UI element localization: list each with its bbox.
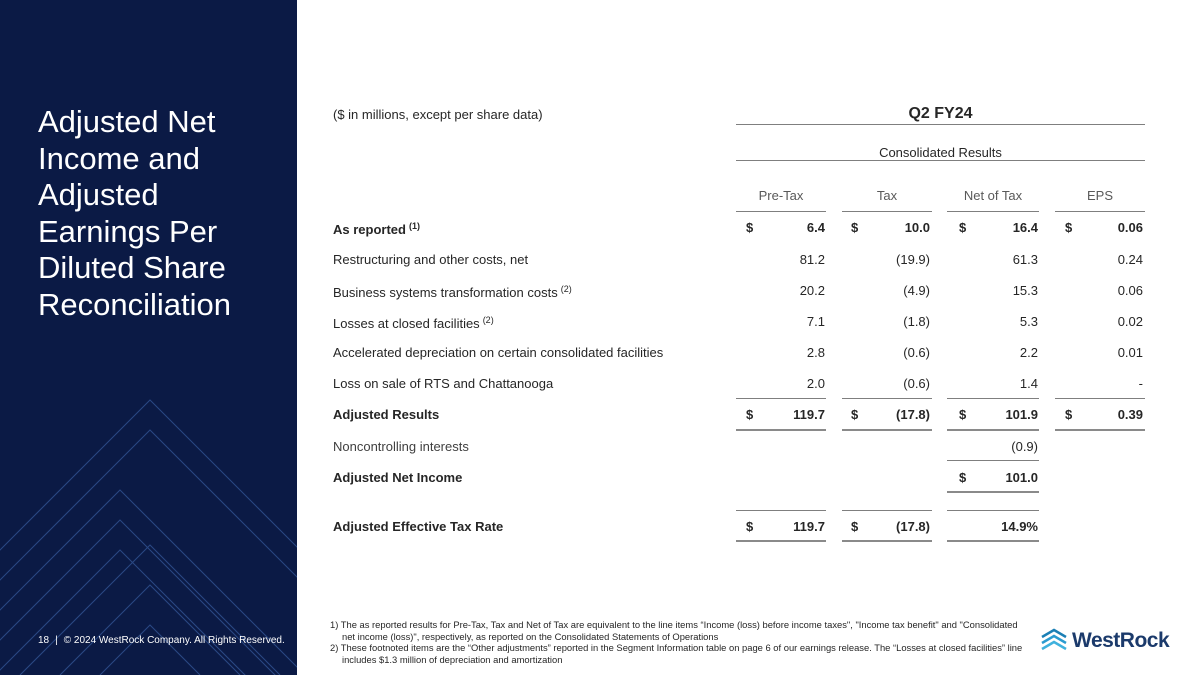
column-header-net-of-tax: Net of Tax bbox=[963, 188, 1023, 203]
row-label-adjusted-effective-tax-rate: Adjusted Effective Tax Rate bbox=[333, 519, 504, 534]
cell-pretax: 20.2 bbox=[799, 283, 825, 298]
period-underline bbox=[736, 124, 1145, 125]
cell-net-of-tax: 61.3 bbox=[1012, 252, 1038, 267]
cell-eps: 0.39 bbox=[1117, 407, 1143, 422]
total-line bbox=[947, 429, 1039, 431]
cell-net-of-tax: 101.9 bbox=[1005, 407, 1038, 422]
column-header-tax: Tax bbox=[876, 188, 898, 203]
cell-eps: 0.02 bbox=[1117, 314, 1143, 329]
subtotal-line bbox=[1055, 398, 1145, 399]
column-underline bbox=[736, 211, 826, 212]
cell-pretax: 2.0 bbox=[806, 376, 825, 391]
row-label-loss-on-sale: Loss on sale of RTS and Chattanooga bbox=[333, 376, 554, 391]
total-line bbox=[947, 540, 1039, 542]
westrock-logo bbox=[1040, 627, 1169, 655]
cell-tax: 10.0 bbox=[904, 220, 930, 235]
subtotal-line bbox=[842, 398, 932, 399]
cell-eps: 0.24 bbox=[1117, 252, 1143, 267]
total-line bbox=[1055, 429, 1145, 431]
currency-symbol: $ bbox=[959, 220, 967, 235]
cell-tax: (19.9) bbox=[896, 252, 930, 267]
cell-tax: (4.9) bbox=[903, 283, 930, 298]
row-label-noncontrolling-interests: Noncontrolling interests bbox=[333, 439, 469, 454]
currency-symbol: $ bbox=[1065, 407, 1073, 422]
page-number: 18 bbox=[38, 635, 50, 646]
row-label-as-reported: As reported $^{(1)}$ bbox=[333, 221, 420, 237]
units-note: ($ in millions, except per share data) bbox=[333, 107, 543, 122]
group-header: Consolidated Results bbox=[879, 145, 1002, 160]
cell-net-of-tax: 16.4 bbox=[1012, 220, 1038, 235]
currency-symbol: $ bbox=[851, 407, 859, 422]
footer bbox=[38, 635, 285, 646]
row-label-losses-closed-facilities: Losses at closed facilities $^{(2)}$ bbox=[333, 315, 494, 331]
currency-symbol: $ bbox=[959, 470, 967, 485]
currency-symbol: $ bbox=[1065, 220, 1073, 235]
cell-tax: (17.8) bbox=[896, 519, 930, 534]
row-label-restructuring: Restructuring and other costs, net bbox=[333, 252, 529, 267]
footnote-2: 2) These footnoted items are the “Other adjustments” reported in the Segment Information table on page 6 of our earnings release. The “Losses at closed facilities” line includes $1.3 million of depreciation and amortization bbox=[330, 642, 1023, 665]
subtotal-line bbox=[736, 510, 826, 511]
column-header-eps: EPS bbox=[1086, 188, 1113, 203]
cell-tax: (17.8) bbox=[896, 407, 930, 422]
cell-pretax: 119.7 bbox=[793, 519, 825, 534]
row-label-accelerated-depreciation: Accelerated depreciation on certain consolidated facilities bbox=[333, 345, 664, 360]
title-panel bbox=[0, 0, 297, 675]
subtotal-line bbox=[736, 398, 826, 399]
cell-net-of-tax: 14.9% bbox=[1001, 519, 1038, 534]
cell-net-of-tax: 1.4 bbox=[1019, 376, 1038, 391]
currency-symbol: $ bbox=[959, 407, 967, 422]
cell-pretax: 2.8 bbox=[806, 345, 825, 360]
currency-symbol: $ bbox=[746, 407, 754, 422]
currency-symbol: $ bbox=[851, 220, 859, 235]
cell-net-of-tax: (0.9) bbox=[1011, 439, 1038, 454]
cell-eps: 0.06 bbox=[1117, 220, 1143, 235]
column-underline bbox=[1055, 211, 1145, 212]
cell-pretax: 119.7 bbox=[793, 407, 825, 422]
subtotal-line bbox=[842, 510, 932, 511]
total-line bbox=[842, 429, 932, 431]
footnote-1: 1) The as reported results for Pre-Tax, Tax and Net of Tax are equivalent to the line items “Income (loss) before income taxes", "Income tax benefit" and "Consolidated net income (loss)", respectively, as reported on the Consolidated Statements of Operations bbox=[330, 619, 1018, 642]
cell-tax: (0.6) bbox=[903, 376, 930, 391]
currency-symbol: $ bbox=[746, 220, 754, 235]
westrock-logo-icon bbox=[1040, 627, 1068, 655]
row-label-business-systems: Business systems transformation costs $^{(2)}$ bbox=[333, 284, 572, 300]
chevron-pattern-decoration bbox=[0, 0, 297, 675]
total-line bbox=[736, 540, 826, 542]
cell-eps: 0.01 bbox=[1117, 345, 1143, 360]
column-underline bbox=[947, 211, 1039, 212]
subtotal-line bbox=[947, 510, 1039, 511]
cell-pretax: 6.4 bbox=[806, 220, 825, 235]
cell-pretax: 7.1 bbox=[806, 314, 825, 329]
copyright-notice: © 2024 WestRock Company. All Rights Reserved. bbox=[63, 635, 285, 646]
page-title: Adjusted Net Income and Adjusted Earnings Per Diluted Share Reconciliation bbox=[38, 104, 231, 322]
row-label-adjusted-results: Adjusted Results bbox=[333, 407, 440, 422]
cell-tax: (0.6) bbox=[903, 345, 930, 360]
cell-pretax: 81.2 bbox=[799, 252, 825, 267]
cell-eps: 0.06 bbox=[1117, 283, 1143, 298]
total-line bbox=[842, 540, 932, 542]
logo-wordmark: WestRock bbox=[1072, 629, 1170, 652]
cell-net-of-tax: 101.0 bbox=[1005, 470, 1038, 485]
cell-tax: (1.8) bbox=[903, 314, 930, 329]
total-line bbox=[736, 429, 826, 431]
cell-net-of-tax: 5.3 bbox=[1019, 314, 1038, 329]
currency-symbol: $ bbox=[746, 519, 754, 534]
column-header-pretax: Pre-Tax bbox=[758, 188, 804, 203]
footer-separator: | bbox=[55, 635, 58, 646]
cell-net-of-tax: 2.2 bbox=[1019, 345, 1038, 360]
column-underline bbox=[842, 211, 932, 212]
period-header: Q2 FY24 bbox=[908, 105, 973, 122]
cell-net-of-tax: 15.3 bbox=[1012, 283, 1038, 298]
row-label-adjusted-net-income: Adjusted Net Income bbox=[333, 470, 463, 485]
subtotal-line bbox=[947, 398, 1039, 399]
currency-symbol: $ bbox=[851, 519, 859, 534]
total-line bbox=[947, 491, 1039, 493]
group-underline bbox=[736, 160, 1145, 161]
footnotes bbox=[330, 619, 1030, 665]
subtotal-line bbox=[947, 460, 1039, 461]
cell-eps: - bbox=[1138, 376, 1143, 391]
